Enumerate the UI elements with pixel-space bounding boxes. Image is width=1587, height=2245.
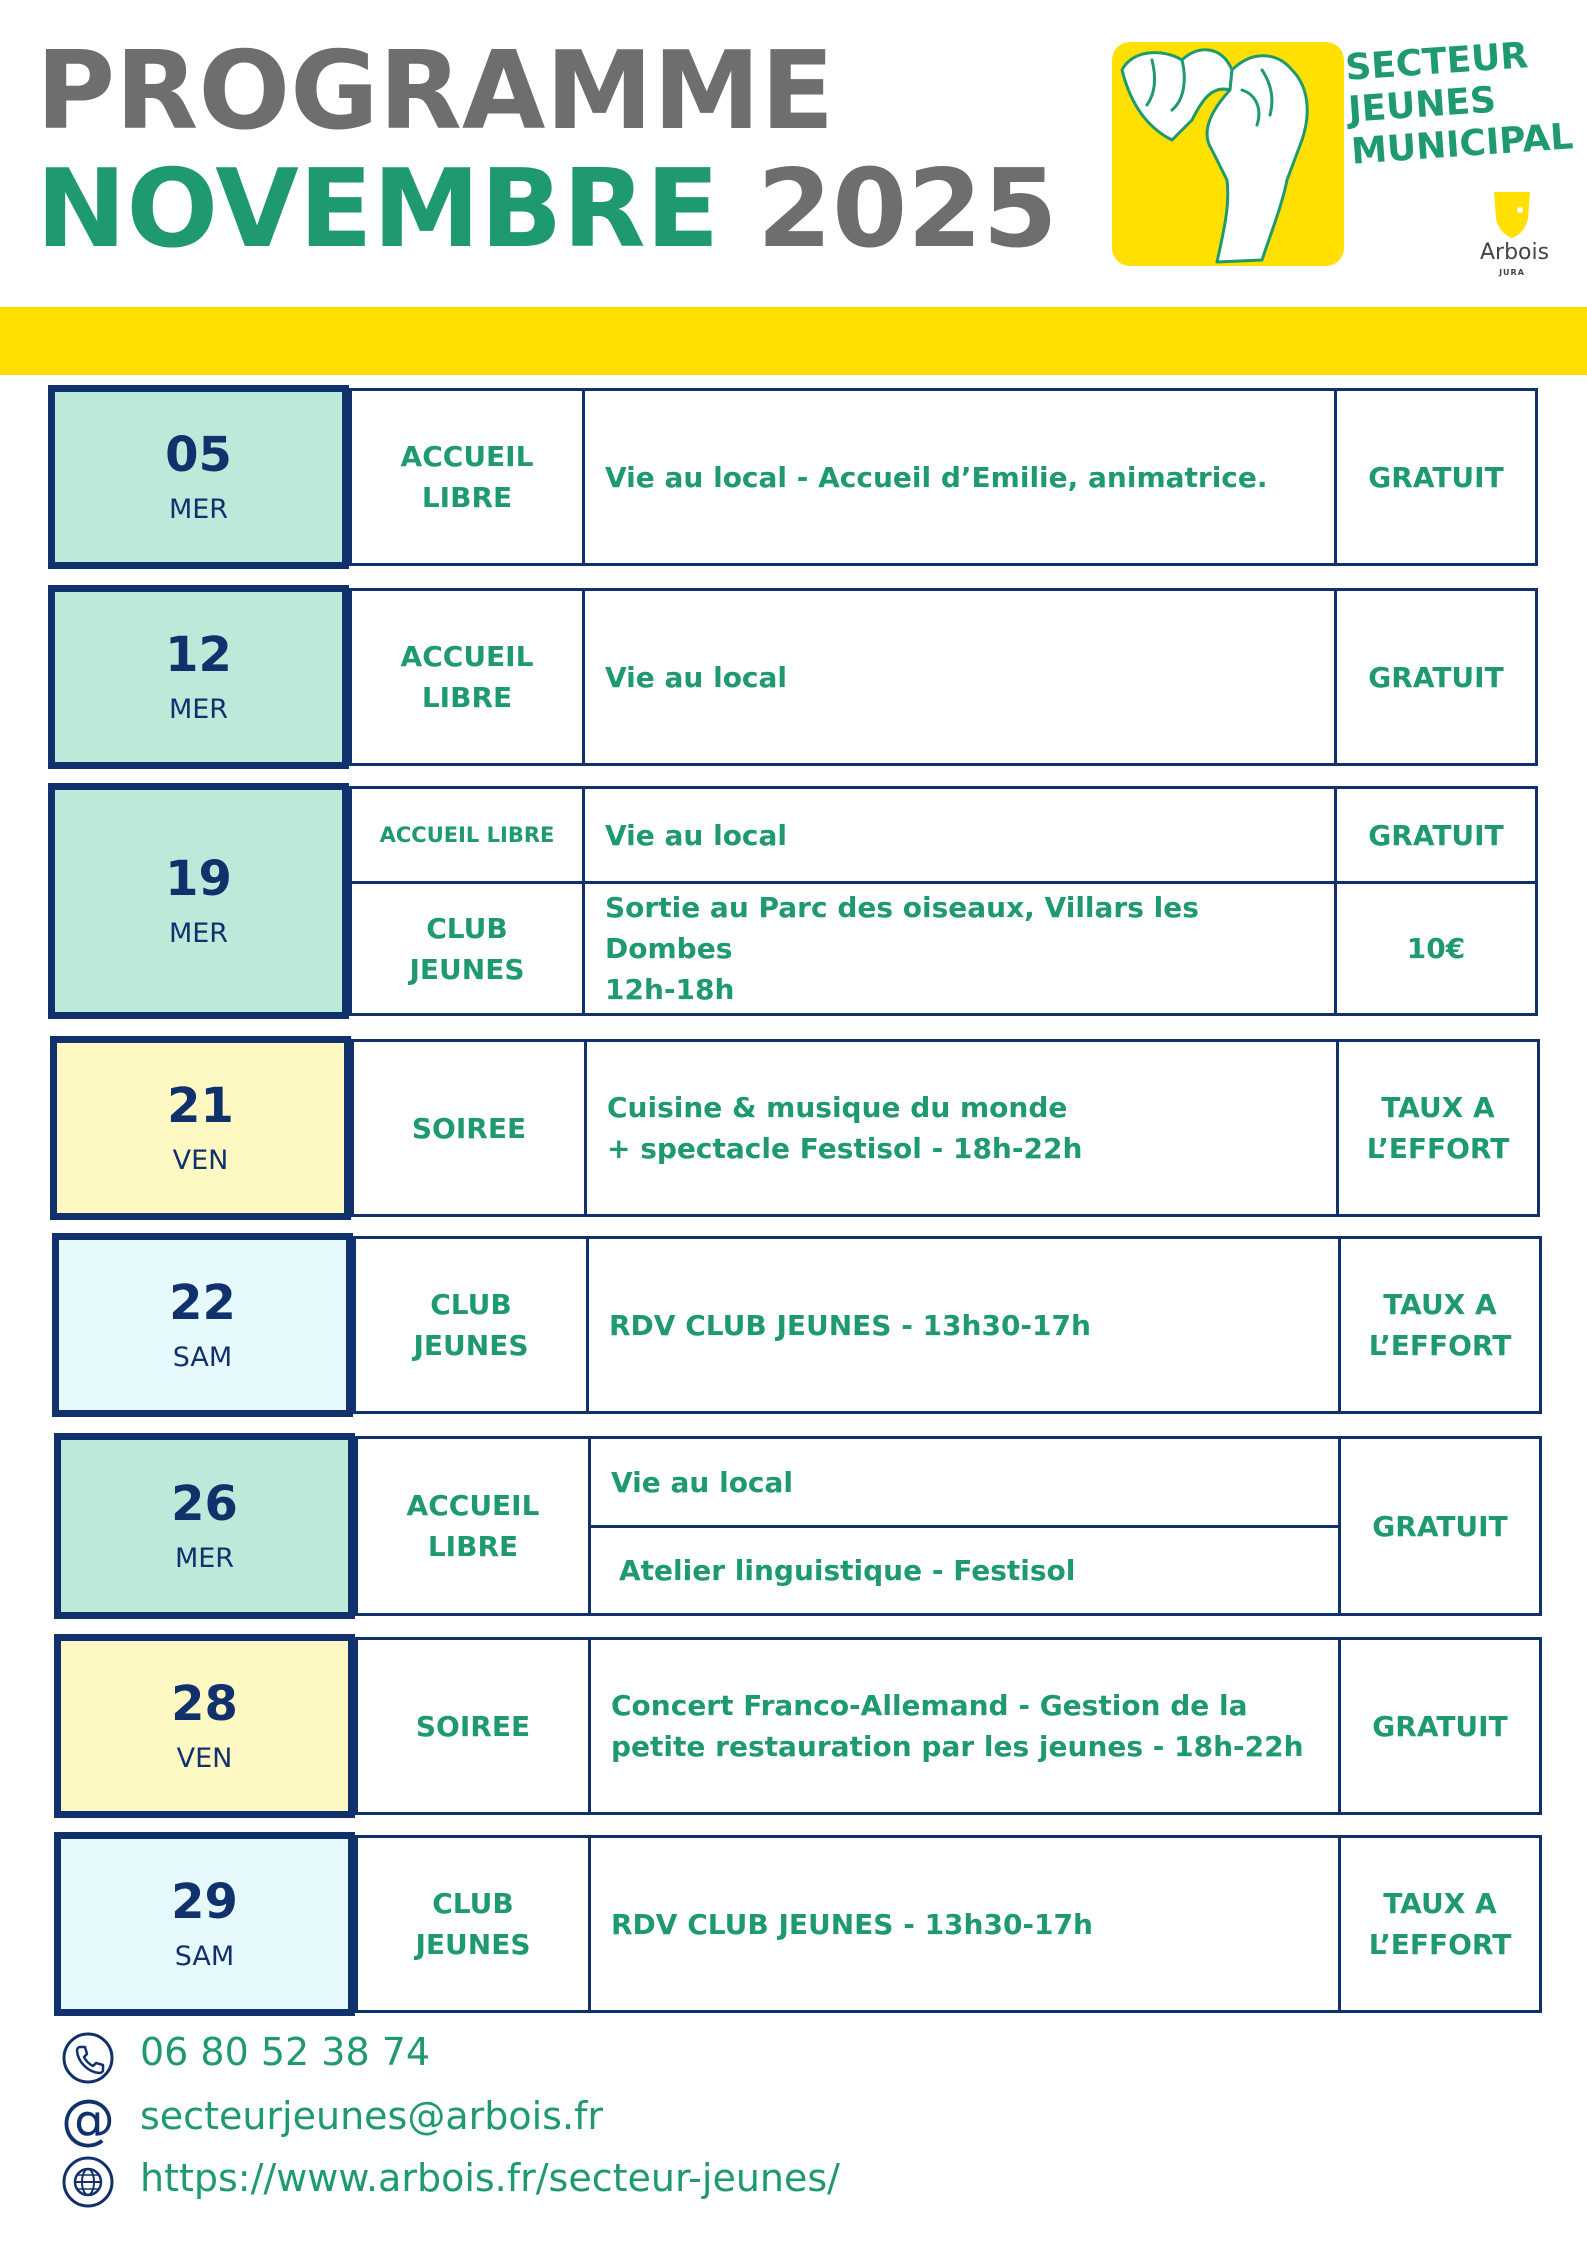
phone-icon: [60, 2030, 116, 2086]
activity-type: CLUB JEUNES: [349, 881, 585, 1016]
date-weekday: VEN: [176, 1742, 233, 1774]
date-number: 12: [165, 627, 232, 684]
date-weekday: MER: [174, 1542, 235, 1574]
activity-price: TAUX A L’EFFORT: [1338, 1236, 1542, 1414]
page-title-month: [36, 147, 1058, 272]
activity-type: ACCUEIL LIBRE: [349, 786, 585, 884]
activity-price: TAUX A L’EFFORT: [1338, 1835, 1542, 2013]
date-number: 29: [171, 1874, 238, 1931]
activity-price: GRATUIT: [1338, 1436, 1542, 1616]
date-box: [52, 1233, 353, 1417]
activity-description: Sortie au Parc des oiseaux, Villars les Dombes 12h-18h: [582, 881, 1337, 1016]
arbois-name: Arbois: [1480, 240, 1550, 265]
date-box: [54, 1832, 355, 2016]
activity-description: Cuisine & musique du monde + spectacle Festisol - 18h-22h: [584, 1039, 1339, 1217]
date-box: [48, 585, 349, 769]
activity-type: CLUB JEUNES: [353, 1236, 589, 1414]
date-weekday: MER: [168, 693, 229, 725]
logo-line-3: MUNICIPAL: [1349, 116, 1575, 173]
date-weekday: SAM: [172, 1341, 233, 1373]
pinky-promise-hands-icon: [1112, 30, 1352, 270]
at-sign-icon: [60, 2090, 116, 2150]
title-month: NOVEMBRE: [36, 147, 720, 272]
arbois-crest-icon: [1490, 188, 1534, 240]
activity-description: Vie au local: [582, 786, 1337, 884]
date-number: 19: [165, 851, 232, 908]
logo-line-2: JEUNES: [1346, 79, 1498, 131]
contact-email[interactable]: secteurjeunes@arbois.fr: [140, 2094, 604, 2138]
title-year: 2025: [757, 147, 1058, 272]
activity-type: ACCUEIL LIBRE: [349, 388, 585, 566]
date-number: 26: [171, 1476, 238, 1533]
date-weekday: MER: [168, 493, 229, 525]
activity-description: Concert Franco-Allemand - Gestion de la petite restauration par les jeunes - 18h-22h: [588, 1637, 1341, 1815]
arbois-region: JURA: [1499, 268, 1525, 277]
svg-text:@: @: [61, 2090, 115, 2150]
date-box: [48, 783, 349, 1019]
date-weekday: VEN: [172, 1144, 229, 1176]
date-number: 05: [165, 427, 232, 484]
activity-description: Vie au local - Accueil d’Emilie, animatrice.: [582, 388, 1337, 566]
activity-description: Vie au local: [582, 588, 1337, 766]
activity-price: TAUX A L’EFFORT: [1336, 1039, 1540, 1217]
date-box: [50, 1036, 351, 1220]
date-number: 28: [171, 1676, 238, 1733]
date-number: 21: [167, 1078, 234, 1135]
yellow-divider-band: [0, 307, 1587, 375]
activity-type: ACCUEIL LIBRE: [349, 588, 585, 766]
date-box: [48, 385, 349, 569]
activity-price: GRATUIT: [1334, 786, 1538, 884]
date-number: 22: [169, 1275, 236, 1332]
date-weekday: SAM: [174, 1940, 235, 1972]
activity-type: CLUB JEUNES: [355, 1835, 591, 2013]
contact-phone[interactable]: 06 80 52 38 74: [140, 2030, 431, 2074]
activity-type: SOIREE: [351, 1039, 587, 1217]
activity-type: ACCUEIL LIBRE: [355, 1436, 591, 1616]
activity-description: RDV CLUB JEUNES - 13h30-17h: [586, 1236, 1341, 1414]
activity-description: Atelier linguistique - Festisol: [588, 1525, 1341, 1616]
page-title-programme: PROGRAMME: [36, 29, 835, 154]
date-weekday: MER: [168, 917, 229, 949]
activity-price: GRATUIT: [1338, 1637, 1542, 1815]
activity-type: SOIREE: [355, 1637, 591, 1815]
date-box: [54, 1433, 355, 1619]
globe-icon: [60, 2154, 116, 2210]
activity-price: 10€: [1334, 881, 1538, 1016]
activity-description: RDV CLUB JEUNES - 13h30-17h: [588, 1835, 1341, 2013]
activity-description: Vie au local: [588, 1436, 1341, 1528]
logo-text: [1344, 32, 1575, 173]
date-box: [54, 1634, 355, 1818]
activity-price: GRATUIT: [1334, 388, 1538, 566]
logo-line-1: SECTEUR: [1344, 35, 1530, 89]
contact-website[interactable]: https://www.arbois.fr/secteur-jeunes/: [140, 2156, 840, 2200]
activity-price: GRATUIT: [1334, 588, 1538, 766]
